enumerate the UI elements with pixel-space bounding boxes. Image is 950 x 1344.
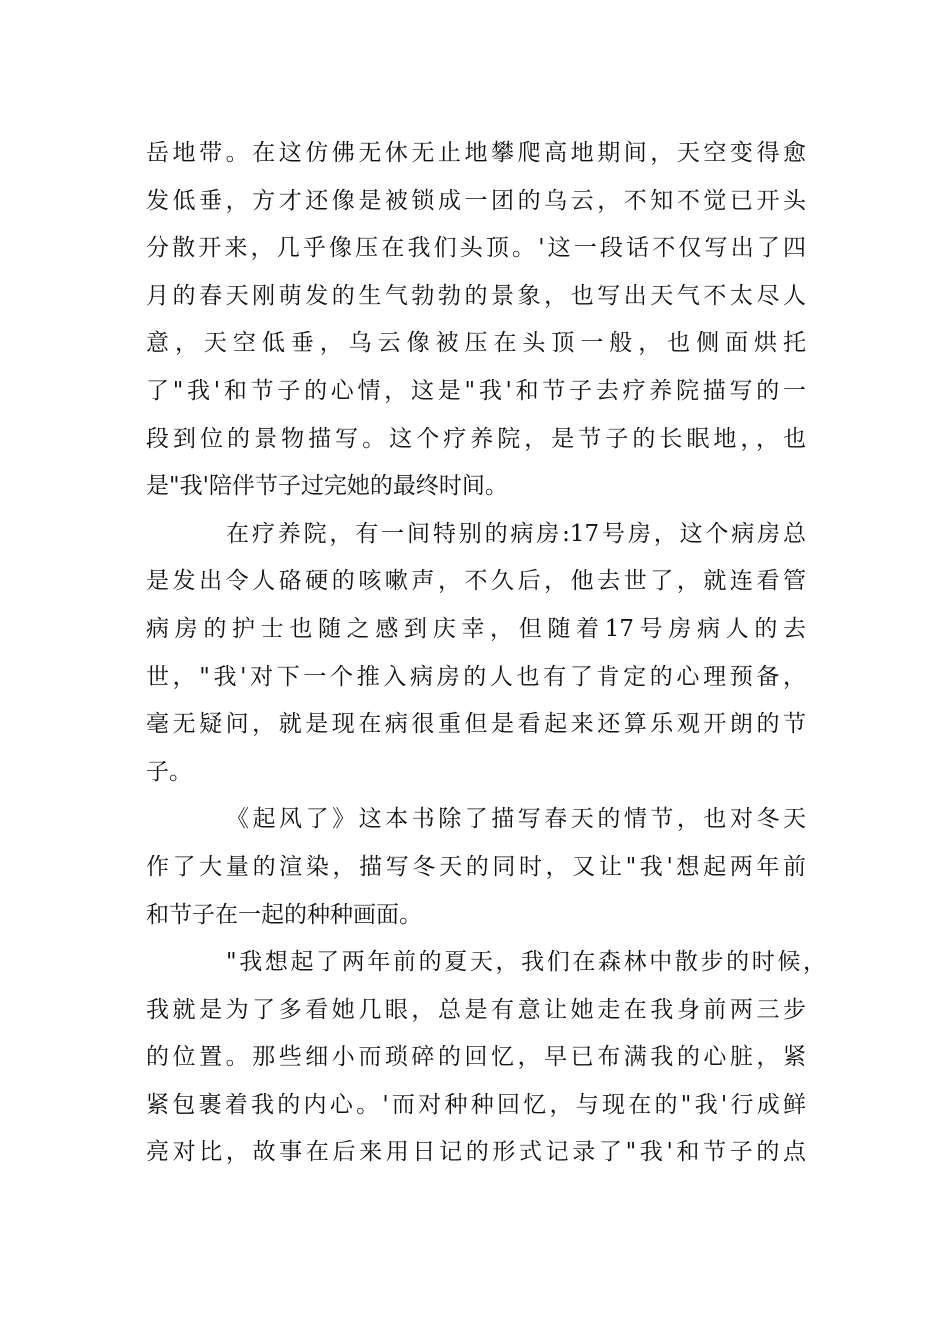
text-line: 岳地带。在这仿佛无休无止地攀爬高地期间，天空变得愈 [146, 140, 806, 166]
paragraph-first-line: 《起风了》这本书除了描写春天的情节，也对冬天 [226, 806, 806, 833]
text-line: 紧包裹着我的内心。'而对种种回忆，与现在的"我'行成鲜 [146, 1091, 806, 1118]
text-line: 作了大量的渲染，描写冬天的同时，又让"我'想起两年前 [146, 853, 806, 880]
paragraph-first-line: "我想起了两年前的夏天，我们在森林中散步的时候， [226, 949, 826, 976]
text-line: 分散开来，几乎像压在我们头顶。'这一段话不仅写出了四 [146, 235, 806, 262]
text-line: 发低垂，方才还像是被锁成一团的乌云，不知不觉已开头 [146, 187, 806, 214]
text-line: 意，天空低垂，乌云像被压在头顶一般，也侧面烘托 [146, 330, 806, 357]
body-text [146, 130, 826, 1177]
paragraph-first-line: 在疗养院，有一间特别的病房:17号房，这个病房总 [226, 520, 806, 547]
text-line: 的位置。那些细小而琐碎的回忆，早已布满我的心脏，紧 [146, 1044, 806, 1071]
text-line: 毫无疑问，就是现在病很重但是看起来还算乐观开朗的节 [146, 711, 806, 738]
text-line: 是发出令人硌硬的咳嗽声，不久后，他去世了，就连看管 [146, 568, 806, 595]
text-line: 是"我'陪伴节子过完她的最终时间。 [146, 473, 508, 500]
text-line: 月的春天刚萌发的生气勃勃的景象，也写出天气不太尽人 [146, 282, 806, 309]
text-line: 亮对比，故事在后来用日记的形式记录了"我'和节子的点 [146, 1139, 806, 1166]
text-line: 了"我'和节子的心情，这是"我'和节子去疗养院描写的一 [146, 377, 806, 404]
text-line: 子。 [146, 758, 192, 785]
text-line: 病房的护士也随之感到庆幸，但随着17号房病人的去 [146, 615, 806, 642]
text-line: 世，"我'对下一个推入病房的人也有了肯定的心理预备， [146, 663, 806, 690]
text-line: 和节子在一起的种种画面。 [146, 901, 422, 928]
text-line: 我就是为了多看她几眼，总是有意让她走在我身前两三步 [146, 996, 806, 1023]
text-line: 段到位的景物描写。这个疗养院，是节子的长眠地，，也 [146, 425, 806, 452]
